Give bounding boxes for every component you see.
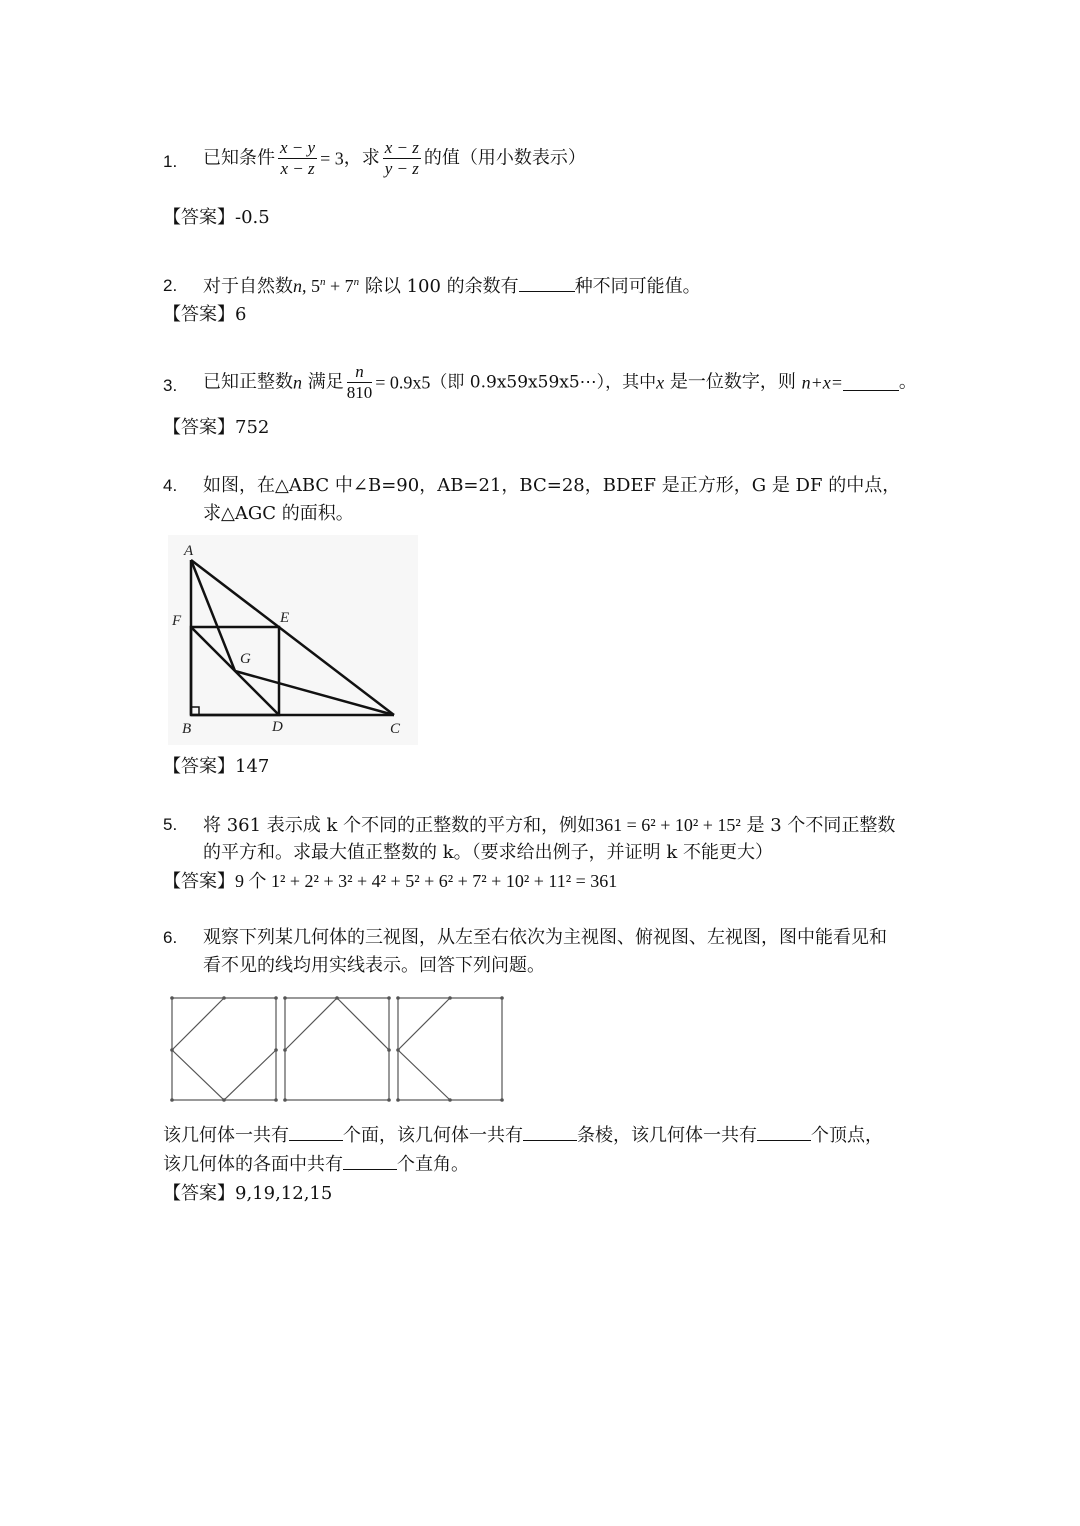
answer-label: 【答案】	[163, 871, 235, 892]
question-text: 已知条件	[203, 147, 275, 169]
question-1	[163, 138, 963, 188]
point-label-E: E	[280, 610, 290, 626]
question-text: 已知正整数	[203, 371, 293, 393]
point-label-D: D	[272, 719, 283, 735]
question-2	[163, 272, 963, 302]
point-label-C: C	[390, 721, 401, 737]
question-number: 5.	[163, 815, 178, 834]
question-text: 除以 100 的余数有	[359, 276, 519, 297]
answer-blank-vertices	[757, 1124, 811, 1141]
math-expr: n+x=	[801, 372, 843, 393]
question-text: 个直角。	[397, 1154, 469, 1175]
question-text: 该几何体一共有	[163, 1125, 289, 1146]
question-text: 条棱，该几何体一共有	[577, 1125, 757, 1146]
question-text: 的平方和。求最大值正整数的 k。（要求给出例子，并证明 k 不能更大）	[203, 842, 773, 863]
variable: x	[656, 372, 665, 393]
question-text: 个面，该几何体一共有	[343, 1125, 523, 1146]
front-view	[172, 998, 276, 1100]
answer-2	[163, 301, 246, 329]
question-5	[163, 811, 963, 871]
question-text: 种不同可能值。	[574, 276, 701, 297]
repeating-decimal: = 0.9x5	[375, 372, 431, 393]
answer-blank-faces	[289, 1124, 343, 1141]
question-text: 如图，在△ABC 中∠B=90，AB=21，BC=28，BDEF 是正方形，G 是 DF 的中点，	[203, 475, 901, 496]
answer-6	[163, 1180, 332, 1208]
question-text: 个顶点，	[811, 1125, 883, 1146]
answer-blank	[843, 374, 899, 391]
answer-value: 6	[235, 304, 247, 325]
question-number: 1.	[163, 152, 178, 171]
fraction: $\frac{x - y}{x - z}$	[280, 138, 316, 178]
equation-text: = 3	[320, 148, 344, 169]
question-text: 该几何体的各面中共有	[163, 1154, 343, 1175]
answer-5	[163, 867, 617, 896]
question-text: 将 361 表示成 k 个不同的正整数的平方和，例如	[203, 815, 596, 836]
variable: n	[293, 372, 302, 393]
answer-label: 【答案】	[163, 304, 235, 325]
question-text: 。	[898, 371, 917, 393]
top-view	[285, 998, 389, 1100]
fill-in-line-2	[163, 1151, 469, 1179]
question-text: 看不见的线均用实线表示。回答下列问题。	[203, 955, 545, 976]
exponent: n	[353, 276, 360, 288]
three-views-figure	[168, 994, 508, 1104]
math-expr: , 5	[302, 276, 320, 296]
point-label-F: F	[172, 613, 182, 629]
answer-1	[163, 204, 270, 232]
point-label-A: A	[184, 543, 194, 559]
left-view	[398, 998, 502, 1100]
question-text: 是一位数字，则	[664, 371, 802, 393]
answer-label: 【答案】	[163, 207, 235, 228]
answer-blank	[519, 275, 575, 292]
answer-blank-edges	[523, 1124, 577, 1141]
question-text: （即 0.9x59x59x5⋯），其中	[430, 372, 657, 393]
triangle-figure	[168, 535, 418, 745]
question-text: 对于自然数	[203, 276, 293, 297]
answer-value: 9,19,12,15	[235, 1183, 333, 1204]
question-text: 观察下列某几何体的三视图，从左至右依次为主视图、俯视图、左视图，图中能看见和	[203, 927, 887, 948]
question-text: 是 3 个不同正整数	[740, 815, 896, 836]
answer-value: 9 个 1² + 2² + 3² + 4² + 5² + 6² + 7² + 10² + 11² = 361	[235, 871, 618, 891]
question-4	[163, 472, 963, 532]
math-expr: + 7	[325, 276, 354, 296]
answer-blank-right-angles	[343, 1153, 397, 1170]
question-text: ，求	[343, 147, 380, 169]
question-3	[163, 362, 963, 412]
answer-value: 752	[235, 417, 270, 438]
answer-label: 【答案】	[163, 1183, 235, 1204]
variable: n	[293, 276, 302, 296]
exponent: n	[320, 276, 326, 288]
answer-4	[163, 753, 269, 781]
answer-value: -0.5	[235, 207, 270, 228]
fraction: $\frac{x - z}{y - z}$	[384, 138, 419, 178]
question-number: 4.	[163, 476, 178, 495]
math-expr: 361 = 6² + 10² + 15²	[595, 815, 741, 835]
question-text: 的值（用小数表示）	[423, 147, 586, 169]
answer-label: 【答案】	[163, 756, 235, 777]
point-label-B: B	[182, 721, 192, 737]
question-6	[163, 924, 963, 984]
question-number: 6.	[163, 928, 178, 947]
point-label-G: G	[240, 651, 251, 667]
question-number: 2.	[163, 276, 178, 295]
question-text: 满足	[302, 371, 344, 393]
fraction: $\frac{n}{810}$	[346, 362, 373, 402]
answer-label: 【答案】	[163, 417, 235, 438]
question-number: 3.	[163, 376, 178, 395]
question-text: 求△AGC 的面积。	[203, 503, 354, 524]
answer-3	[163, 414, 269, 442]
answer-value: 147	[235, 756, 270, 777]
fill-in-line-1	[163, 1122, 883, 1150]
